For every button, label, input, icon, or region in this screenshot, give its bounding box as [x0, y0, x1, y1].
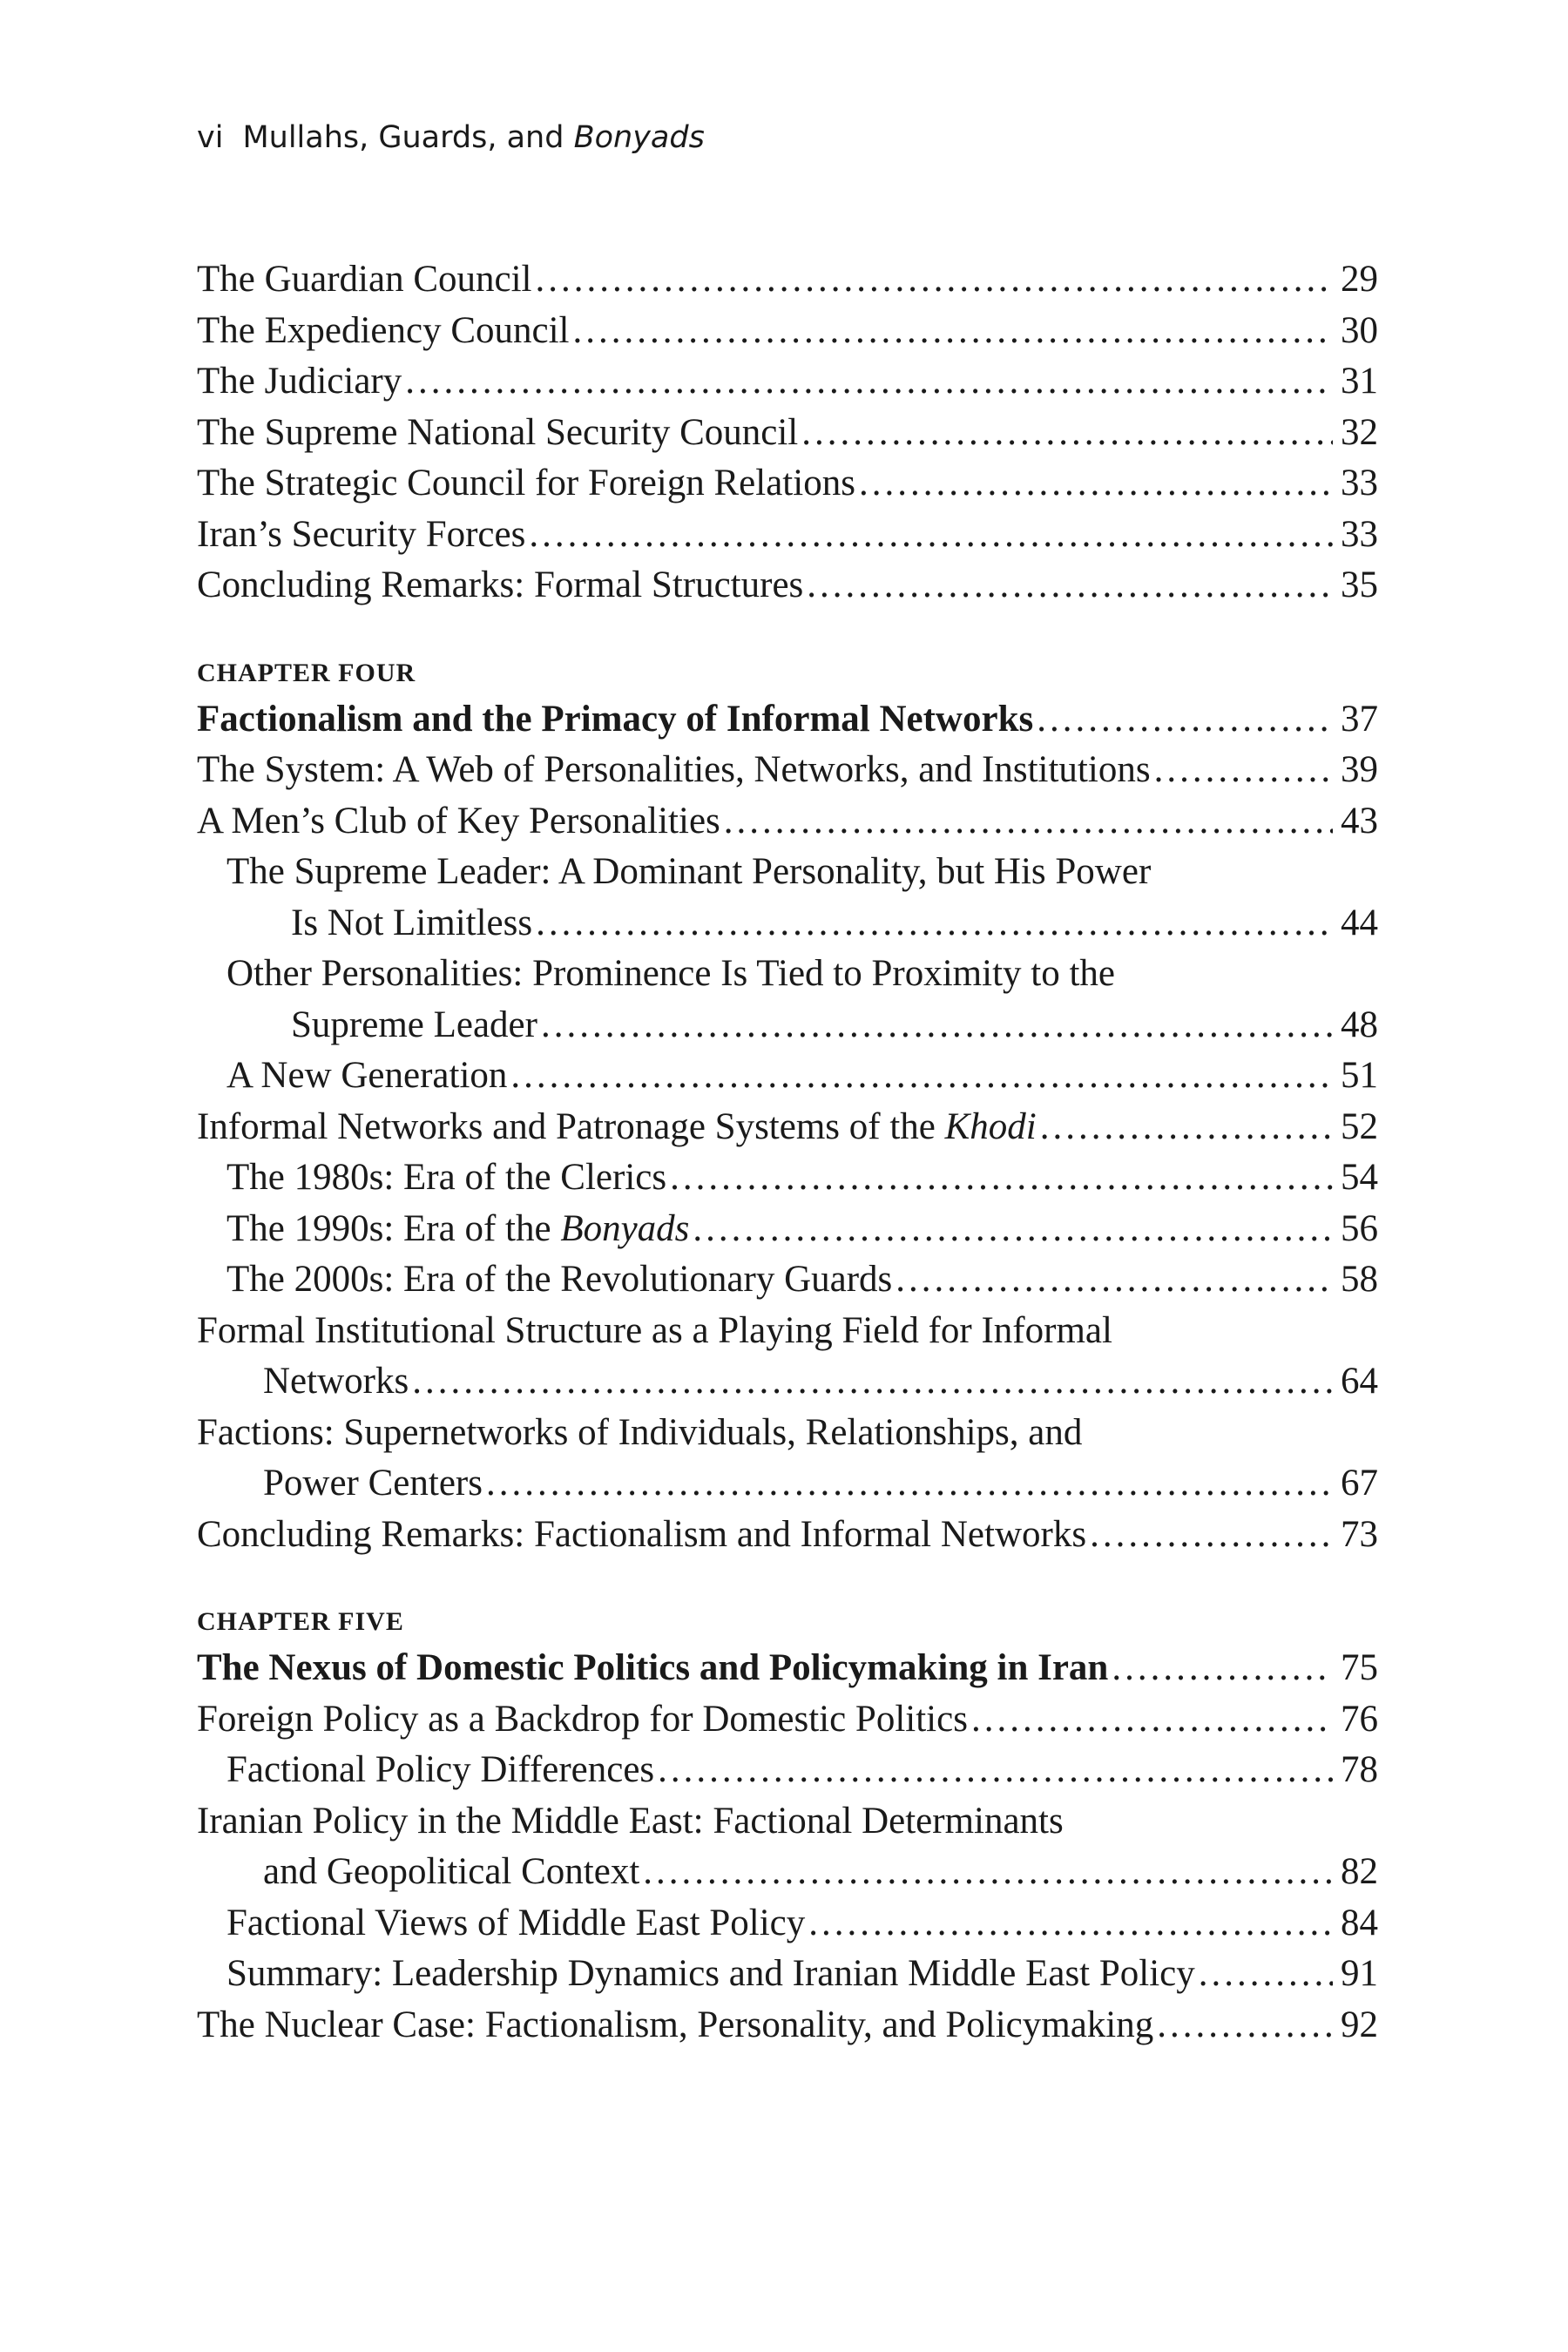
chapter-label: CHAPTER FOUR: [197, 658, 416, 687]
dot-leader: [643, 1847, 1333, 1898]
page-number: 52: [1341, 1105, 1378, 1147]
page-number: 73: [1341, 1513, 1378, 1555]
toc-entry: A Men’s Club of Key Personalities ..... 43: [197, 796, 1378, 848]
toc-entry: The Supreme National Security Council ..... 32: [197, 408, 1378, 459]
toc-chapter-five: [197, 1601, 1378, 2051]
page-number: 58: [1341, 1259, 1378, 1300]
page-number: 78: [1341, 1749, 1378, 1790]
toc-entry: Factional Policy Differences ..... 78: [197, 1745, 1378, 1796]
toc-entry: The 2000s: Era of the Revolutionary Guards ..... 58: [197, 1254, 1378, 1306]
page-number: 91: [1341, 1953, 1378, 1994]
page-folio: vi: [197, 120, 224, 155]
toc-entry: The 1980s: Era of the Clerics ..... 54: [197, 1152, 1378, 1204]
dot-leader: [510, 1051, 1333, 1102]
dot-leader: [486, 1458, 1333, 1510]
chapter-title: The Nexus of Domestic Politics and Policymaking in Iran ..... 75: [197, 1643, 1378, 1694]
dot-leader: [896, 1254, 1333, 1306]
toc-chapter-four: [197, 652, 1378, 1561]
page-number: 39: [1341, 749, 1378, 790]
toc-entry: Supreme Leader ..... 48: [197, 1000, 1378, 1051]
toc-entry: Foreign Policy as a Backdrop for Domestic Politics ..... 76: [197, 1694, 1378, 1746]
dot-leader: [658, 1745, 1333, 1796]
page-number: 35: [1341, 564, 1378, 605]
page-number: 44: [1341, 902, 1378, 943]
dot-leader: [859, 458, 1333, 510]
toc-entry-line: Other Personalities: Prominence Is Tied to Proximity to the: [226, 953, 1115, 994]
dot-leader: [1037, 694, 1333, 746]
page-number: 75: [1341, 1647, 1378, 1688]
toc-entry: The Nuclear Case: Factionalism, Personality, and Policymaking ..... 92: [197, 2000, 1378, 2051]
page-number: 82: [1341, 1851, 1378, 1892]
toc-entry: The Strategic Council for Foreign Relations ..... 33: [197, 458, 1378, 510]
toc-entry: Iran’s Security Forces ..... 33: [197, 510, 1378, 561]
page-number: 33: [1341, 463, 1378, 504]
toc-entry: Power Centers ..... 67: [197, 1458, 1378, 1510]
dot-leader: [670, 1152, 1333, 1204]
toc-entry: Networks ..... 64: [197, 1356, 1378, 1408]
toc-entry-line: Formal Institutional Structure as a Playing Field for Informal: [197, 1309, 1112, 1351]
dot-leader: [971, 1694, 1333, 1746]
dot-leader: [1040, 1102, 1333, 1153]
running-head: [197, 120, 705, 155]
toc-entry: The Judiciary ..... 31: [197, 356, 1378, 408]
page-number: 43: [1341, 800, 1378, 841]
toc-entry: Concluding Remarks: Formal Structures ..... 35: [197, 560, 1378, 612]
toc-entry: Informal Networks and Patronage Systems of the Khodi ..... 52: [197, 1102, 1378, 1153]
page-number: 51: [1341, 1055, 1378, 1096]
dot-leader: [1199, 1949, 1333, 2000]
toc-entry: The System: A Web of Personalities, Networks, and Institutions ..... 39: [197, 745, 1378, 796]
toc-entry: The Guardian Council ..... 29: [197, 254, 1378, 306]
dot-leader: [412, 1356, 1333, 1408]
page-number: 37: [1341, 698, 1378, 740]
dot-leader: [536, 898, 1333, 950]
dot-leader: [536, 254, 1333, 306]
dot-leader: [1112, 1643, 1333, 1694]
page-number: 32: [1341, 411, 1378, 453]
toc-section-continued: [197, 254, 1378, 612]
page-number: 92: [1341, 2004, 1378, 2045]
page-number: 76: [1341, 1698, 1378, 1740]
dot-leader: [801, 408, 1333, 459]
page-number: 56: [1341, 1207, 1378, 1249]
dot-leader: [541, 1000, 1333, 1051]
dot-leader: [724, 796, 1333, 848]
page-number: 64: [1341, 1361, 1378, 1402]
page-number: 30: [1341, 309, 1378, 351]
toc-entry: The Expediency Council ..... 30: [197, 306, 1378, 357]
page-number: 33: [1341, 513, 1378, 555]
dot-leader: [807, 560, 1333, 612]
dot-leader: [1090, 1510, 1333, 1561]
dot-leader: [1157, 2000, 1333, 2051]
toc-entry-line: Iranian Policy in the Middle East: Factional Determinants: [197, 1800, 1064, 1842]
toc-entry: Is Not Limitless ..... 44: [197, 898, 1378, 950]
dot-leader: [1154, 745, 1333, 796]
toc-entry: The 1990s: Era of the Bonyads ..... 56: [197, 1204, 1378, 1255]
page-number: 54: [1341, 1157, 1378, 1198]
toc-entry: Factional Views of Middle East Policy ..... 84: [197, 1898, 1378, 1950]
chapter-label: CHAPTER FIVE: [197, 1607, 404, 1636]
page-number: 29: [1341, 259, 1378, 300]
dot-leader: [529, 510, 1333, 561]
dot-leader: [808, 1898, 1333, 1950]
dot-leader: [693, 1204, 1333, 1255]
chapter-title: Factionalism and the Primacy of Informal Networks ..... 37: [197, 694, 1378, 746]
book-title: Mullahs, Guards, and Bonyads: [242, 120, 705, 155]
toc-entry-line: Factions: Supernetworks of Individuals, Relationships, and: [197, 1411, 1083, 1453]
table-of-contents: [197, 254, 1378, 2051]
page-number: 31: [1341, 361, 1378, 402]
toc-entry: and Geopolitical Context ..... 82: [197, 1847, 1378, 1898]
page-number: 48: [1341, 1004, 1378, 1045]
toc-entry: Summary: Leadership Dynamics and Iranian Middle East Policy ..... 91: [197, 1949, 1378, 2000]
toc-entry: Concluding Remarks: Factionalism and Informal Networks ..... 73: [197, 1510, 1378, 1561]
dot-leader: [405, 356, 1333, 408]
page-number: 84: [1341, 1902, 1378, 1943]
page-number: 67: [1341, 1463, 1378, 1504]
toc-entry: A New Generation ..... 51: [197, 1051, 1378, 1102]
dot-leader: [572, 306, 1333, 357]
toc-entry-line: The Supreme Leader: A Dominant Personality, but His Power: [226, 851, 1152, 892]
